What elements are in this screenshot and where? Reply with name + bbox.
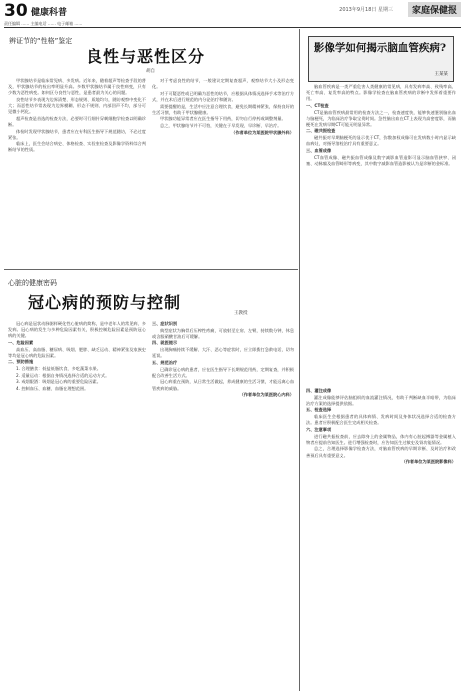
article3-title: 影像学如何揭示脑血管疾病? [313, 42, 447, 54]
subheading: 三、血管成像 [306, 147, 332, 153]
article2-column-2 [152, 321, 294, 689]
subheading: 四、灌注成像 [306, 388, 332, 393]
header-divider [4, 27, 461, 28]
subheading: 二、磁共振检查 [306, 128, 336, 134]
paragraph: 2. 适量运动：根据自身情况选择合适的运动方式。 [16, 372, 110, 378]
paragraph: CT是脑血管疾病最常用的检查方法之一，检查速度快，能够快速鉴别脑出血与脑梗死，为临床治疗争取宝贵时间。急性脑出血在CT上表现为高密度影，而脑梗死在发病早期CT可能无明显异常。 [306, 109, 456, 127]
paragraph: 1. 合理膳食：低盐低脂饮食，多吃蔬菜水果。 [16, 366, 101, 372]
paragraph: 进行磁共振检查前，应去除身上的金属物品，体内有心脏起搏器等金属植入物者应提前告知医生。进行增强检查时，应告知医生过敏史及肾功能情况。 [306, 433, 456, 445]
article2-kicker: 心脏的健康密码 [8, 279, 57, 287]
paragraph: 3. 戒烟限酒：吸烟是冠心病的重要危险因素。 [16, 379, 101, 385]
article3-credit: （作者单位为某医院影像科） [401, 459, 456, 465]
article1-column-2 [152, 78, 294, 266]
article3-column-1 [306, 84, 456, 384]
paragraph: 总之，甲状腺结节并不可怕，关键在于早发现、早诊断、早治疗。 [160, 123, 282, 129]
paragraph: CT血管成像、磁共振血管成像及数字减影血管造影可显示脑血管狭窄、闭塞、动脉瘤及血管畸形等病变，其中数字减影血管造影被认为是诊断的金标准。 [306, 154, 456, 166]
paragraph: 冠心病重在预防，从日常生活做起，养成健康的生活习惯，才能远离心血管疾病的威胁。 [152, 379, 294, 391]
article1-credit: （作者单位为某医院甲状腺外科） [231, 129, 294, 135]
subheading: 一、危险因素 [8, 339, 34, 345]
paragraph: 冠心病是冠状动脉粥样硬化性心脏病的简称，是中老年人的常见病、多发病。冠心病的发生与多种危险因素有关，积极控制危险因素是预防冠心病的关键。 [8, 321, 146, 339]
header-meta-line: 责任编辑 …… 主编电话 …… 电子邮箱 …… [4, 21, 83, 26]
column-divider [299, 29, 300, 691]
article1-title: 良性与恶性区分 [86, 47, 206, 66]
subheading: 五、规范治疗 [152, 359, 178, 365]
paragraph: 高血压、高血脂、糖尿病、吸烟、肥胖、缺乏运动、精神紧张及家族史等均是冠心病的危险因素。 [8, 346, 146, 358]
paragraph: 甲状腺功能异常者应在医生指导下用药，切勿自行停药或调整剂量。 [160, 116, 286, 122]
paragraph: 对于考虑良性的结节，一般建议定期复查超声，观察结节大小及形态变化。 [152, 78, 294, 90]
subheading: 三、症状识别 [152, 321, 178, 326]
article1-byline: 胡自 [146, 69, 155, 74]
subheading: 一、CT检查 [306, 102, 329, 108]
article2-column-1 [8, 321, 146, 689]
subheading: 五、检查选择 [306, 407, 332, 413]
paragraph: 临床上，医生会结合病史、体格检查、实验室检查及影像学资料综合判断结节的性质。 [8, 141, 146, 153]
date-line: 2013年9月18日 星期三 [339, 7, 393, 13]
paragraph: 体检时发现甲状腺结节，患者应在专科医生指导下规范随访，不必过度紧张。 [8, 128, 146, 140]
article1-column-1 [8, 78, 146, 266]
page-number: 30 [4, 1, 28, 21]
paper-name: 家庭保健报 [408, 2, 461, 17]
article3-byline: 王某某 [434, 72, 448, 77]
article2-title: 冠心病的预防与控制 [28, 293, 182, 312]
article3-column-2 [306, 388, 456, 688]
subheading: 二、预防措施 [8, 359, 34, 365]
paragraph: 磁共振对早期脑梗死的显示优于CT，弥散加权成像可在发病数小时内显示缺血病灶，对指导溶栓治疗具有重要意义。 [306, 135, 456, 147]
article2-credit: （作者单位为某医院心内科） [239, 392, 294, 398]
subheading: 六、注意事项 [306, 426, 332, 432]
article2-byline: 王教授 [234, 311, 248, 316]
paragraph: 4. 控制血压、血糖、血脂在理想范围。 [16, 386, 89, 392]
paragraph: 灌注成像能够评估脑组织的血流灌注情况，有助于判断缺血半暗带，为临床治疗方案的选择提供依据。 [306, 394, 456, 406]
paragraph: 临床医生会根据患者的具体病情、发病时间及身体状况选择合适的检查方法。患者应积极配合医生完成相关检查。 [306, 414, 456, 426]
paragraph: 需要提醒的是，生活中应注意合理饮食，避免长期精神紧张，保持良好的生活习惯，有助于甲状腺健康。 [152, 103, 294, 115]
article-divider [4, 269, 298, 270]
subheading: 四、就医提示 [152, 340, 178, 346]
paragraph: 脑血管疾病是一类严重危害人类健康的常见病，具有发病率高、致残率高、死亡率高、复发率高的特点。影像学检查在脑血管疾病的诊断中发挥着重要作用。 [306, 84, 456, 102]
paragraph: 甲状腺结节是临床常见病、多发病。近年来，随着超声等检查手段的普及，甲状腺结节的检出率明显升高。多数甲状腺结节属于良性病变，只有少数为恶性病变。如何区分良性与恶性，是患者最为关心的问题。 [8, 78, 146, 96]
paragraph: 出现胸痛持续不缓解、大汗、恶心等症状时，应立即拨打急救电话，切勿延误。 [152, 347, 294, 359]
paragraph: 超声检查是首选的检查方法，必要时可行细针穿刺细胞学检查以明确诊断。 [8, 115, 146, 127]
paragraph: 对于可疑恶性或已明确为恶性的结节，应根据具体情况选择手术等治疗方式，并在术后进行规范的内分泌治疗和随访。 [152, 90, 294, 102]
paragraph: 总之，合理选择影像学检查方法，对脑血管疾病的早期诊断、及时治疗和改善预后具有重要意义。 [306, 446, 456, 458]
paragraph: 已确诊冠心病的患者，应在医生指导下长期规范用药，定期复查，并积极配合改善生活方式。 [152, 366, 294, 378]
article1-kicker: 辨证节的“性格”鉴定 [9, 37, 73, 45]
paragraph: 典型症状为胸骨后压榨性疼痛，可放射至左肩、左臂，持续数分钟，休息或含服硝酸甘油后可缓解。 [152, 327, 294, 339]
page-header [4, 2, 461, 22]
section-name: 健康科普 [31, 8, 68, 18]
paragraph: 良性结节多表现为边界清楚、形态规则、质地均匀，随访观察中变化不大；而恶性结节常表现为边界模糊、形态不规则、内部回声不均，部分可见微小钙化。 [8, 96, 146, 115]
